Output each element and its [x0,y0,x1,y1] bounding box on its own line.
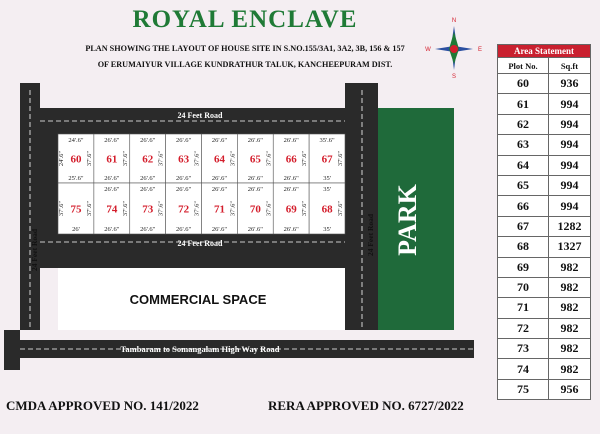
plot-dimension-top: 26'.6" [140,137,156,144]
sqft-cell: 994 [548,155,590,175]
plot-dimension-top: 26'.6" [247,186,263,193]
plot-no-cell: 73 [498,339,549,359]
table-row [498,74,591,94]
sqft-cell: 994 [548,114,590,134]
plot-no-cell: 71 [498,298,549,318]
table-row [498,175,591,195]
plot-dimension-bottom: 26'.6" [247,175,263,182]
sqft-cell: 1282 [548,216,590,236]
plot-no-cell: 68 [498,237,549,257]
plot-dimension-top: 26'.6" [211,137,228,144]
plot-dimension-top: 26'.6" [175,186,192,193]
table-row [498,339,591,359]
plot-dimension-top: 26'.6" [140,186,156,193]
table-row [498,379,591,399]
sqft-cell: 982 [548,277,590,297]
plot-dimension-top: 24'.6" [68,137,84,144]
plot-dimension-right: 37'.6" [193,150,201,167]
plot-number: 60 [70,153,82,166]
plot-dimension-bottom: 26'.6" [283,175,299,182]
commercial-label: COMMERCIAL SPACE [129,292,267,307]
table-row [498,359,591,379]
plot-dimension-top: 26'.6" [104,186,120,193]
page-title: ROYAL ENCLAVE [132,6,358,33]
plot-dimension-right: 37'.6" [301,150,309,167]
cmda-approval: CMDA APPROVED NO. 141/2022 [6,398,199,413]
plot-dimension-bottom: 26'.6" [104,226,120,233]
sqft-cell: 982 [548,339,590,359]
plot-dimension-top: 26'.6" [104,137,120,144]
table-row [498,135,591,155]
plot-dimension-top: 26'.6" [175,137,192,144]
plot-dimension-right: 37'.6" [337,200,344,217]
plot-number: 72 [178,203,190,216]
plot-number: 61 [106,153,118,166]
plot-number: 70 [249,203,261,216]
col-plot-no: Plot No. [498,58,549,74]
plot-dimension-top: 26'.6" [283,186,299,193]
table-row [498,94,591,114]
table-row [498,277,591,297]
table-row [498,196,591,216]
plot-dimension-bottom: 26'.6" [104,175,120,182]
compass-rose-icon [425,14,483,80]
plot-number: 65 [249,153,261,166]
plot-dimension-top: 35'.6" [319,137,335,144]
plot-dimension-bottom: 25'.6" [68,175,84,182]
area-statement-title: Area Statement [498,45,591,58]
sqft-cell: 982 [548,257,590,277]
plot-dimension-right: 37'.6" [121,150,129,167]
table-row [498,155,591,175]
plot-no-cell: 70 [498,277,549,297]
plot-dimension-right: 37'.6" [157,200,165,217]
plot-number: 67 [321,153,333,166]
plot-dimension-right: 37'.6" [337,150,344,167]
svg-text:E: E [477,47,483,53]
plot-dimension-bottom: 35' [323,226,331,233]
plot-no-cell: 61 [498,94,549,114]
plot-dimension-bottom: 26'.6" [175,226,192,233]
right-road-label: 24 Feet Road [366,213,375,257]
table-row [498,216,591,236]
plot-dimension-bottom: 35' [323,175,331,182]
plot-number: 74 [106,203,118,216]
plot-number: 66 [285,153,297,166]
plot-dimension-bottom: 26'.6" [247,226,263,233]
plot-dimension-right: 37'.6" [265,200,273,217]
table-row [498,257,591,277]
table-row [498,298,591,318]
subtitle-line-1: PLAN SHOWING THE LAYOUT OF HOUSE SITE IN S.NO.155/3A1, 3A2, 3B, 156 & 157 [85,44,405,53]
sqft-cell: 982 [548,298,590,318]
sqft-cell: 994 [548,135,590,155]
table-row [498,237,591,257]
plot-dimension-right: 37'.6" [157,150,165,167]
sqft-cell: 994 [548,196,590,216]
plot-number: 71 [213,203,225,216]
plot-no-cell: 63 [498,135,549,155]
plot-no-cell: 60 [498,74,549,94]
plot-number: 64 [213,153,225,166]
sqft-cell: 994 [548,175,590,195]
middle-road-label: 24 Feet Road [177,239,223,248]
sqft-cell: 1327 [548,237,590,257]
plot-dimension-right: 37'.6" [193,200,201,217]
rera-approval: RERA APPROVED NO. 6727/2022 [268,398,464,413]
plot-no-cell: 64 [498,155,549,175]
area-statement-table [497,44,591,400]
plot-number: 69 [285,203,297,216]
plot-dimension-bottom: 26'.6" [140,226,156,233]
sqft-cell: 956 [548,379,590,399]
plot-number: 68 [321,203,333,216]
plot-dimension-bottom: 26' [72,226,80,233]
plot-dimension-left: 37'.6" [58,200,65,217]
plot-dimension-bottom: 26'.6" [175,175,192,182]
table-row [498,318,591,338]
plot-dimension-right: 37'.6" [121,200,129,217]
highway-label: Tambaram to Somangalam High Way Road [120,344,280,354]
plot-no-cell: 62 [498,114,549,134]
sqft-cell: 936 [548,74,590,94]
plot-dimension-left: 24'.6" [58,150,65,167]
plot-dimension-bottom: 26'.6" [211,175,228,182]
sqft-cell: 982 [548,318,590,338]
plot-dimension-right: 37'.6" [229,150,237,167]
svg-text:W: W [425,47,431,53]
plot-dimension-right: 37'.6" [301,200,309,217]
plot-no-cell: 75 [498,379,549,399]
plot-dimension-top: 26'.6" [283,137,299,144]
plot-dimension-top: 26'.6" [247,137,263,144]
plot-dimension-right: 37'.6" [85,200,93,217]
plot-dimension-top: 26'.6" [211,186,228,193]
plot-number: 73 [142,203,154,216]
plot-no-cell: 67 [498,216,549,236]
plot-number: 62 [142,153,154,166]
plot-dimension-top: 35' [323,186,331,193]
plot-number: 75 [70,203,82,216]
sqft-cell: 994 [548,94,590,114]
plot-no-cell: 69 [498,257,549,277]
col-sqft: Sq.ft [548,58,590,74]
svg-text:N: N [451,18,457,24]
svg-text:S: S [451,74,457,80]
plot-dimension-right: 37'.6" [85,150,93,167]
sqft-cell: 982 [548,359,590,379]
plot-no-cell: 74 [498,359,549,379]
plot-dimension-bottom: 26'.6" [283,226,299,233]
table-row [498,114,591,134]
plot-dimension-right: 37'.6" [229,200,237,217]
plot-dimension-right: 37'.6" [265,150,273,167]
subtitle-line-2: OF ERUMAIYUR VILLAGE KUNDRATHUR TALUK, KANCHEEPURAM DIST. [97,60,393,69]
plot-no-cell: 66 [498,196,549,216]
plot-no-cell: 72 [498,318,549,338]
top-road-label: 24 Feet Road [177,111,223,120]
left-road-label: 24 Feet Road [30,228,39,272]
plot-no-cell: 65 [498,175,549,195]
plot-number: 63 [178,153,190,166]
plot-dimension-bottom: 26'.6" [211,226,228,233]
plot-dimension-bottom: 26'.6" [140,175,156,182]
park-label: PARK [393,184,422,256]
